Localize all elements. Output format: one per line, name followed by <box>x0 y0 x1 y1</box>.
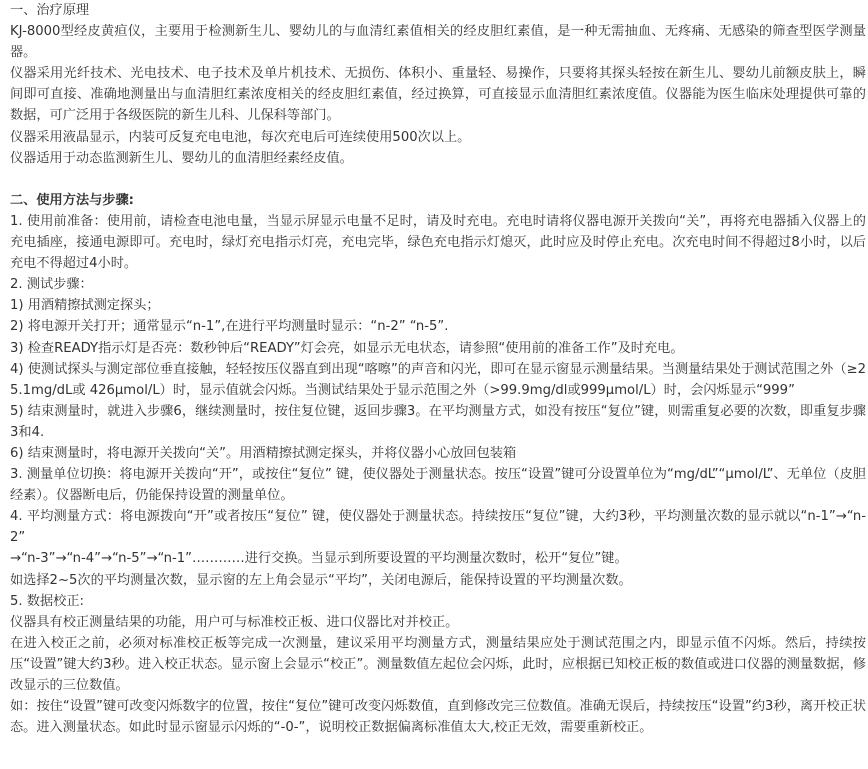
step-calibration-heading: 5. 数据校正: <box>10 593 84 609</box>
section-1-paragraph-1: KJ-8000型经皮黄疸仪，主要用于检测新生儿、婴幼儿的与血清红素值相关的经皮胆红素值，是一种无需抽血、无疼痛、无感染的筛查型医学测量器。 <box>10 24 866 61</box>
step-average-note: 如选择2~5次的平均测量次数，显示窗的左上角会显示“平均”，关闭电源后，能保持设置的平均测量次数。 <box>10 572 632 588</box>
step-test-heading: 2. 测试步骤： <box>10 277 93 293</box>
step-calibration-2: 在进入校正之前，必须对标准校正板等完成一次测量，建议采用平均测量方式，测量结果应处于测试范围之内，即显示值不闪烁。然后，持续按压“设置”键大约3秒。进入校正状态。显示窗上会显示“校正”。测量数值左起位会闪烁，此时，应根据已知校正板的数值或进口仪器的测量数据，修改显示的三位数值。 <box>10 635 866 693</box>
step-calibration-1: 仪器具有校正测量结果的功能，用户可与标准校正板、进口仪器比对并校正。 <box>10 614 459 630</box>
step-calibration-3: 如：按住“设置”键可改变闪烁数字的位置，按住“复位”键可改变闪烁数值，直到修改完三位数值。准确无误后，持续按压“设置”约3秒，离开校正状态。进入测量状态。如此时显示窗显示闪烁的“-0-”，说明校正数据偏离标准值太大,校正无效，需要重新校正。 <box>10 699 866 736</box>
section-1-paragraph-3: 仪器采用液晶显示，内装可反复充电电池，每次充电后可连续使用500次以上。 <box>10 129 471 145</box>
step-average-sequence: →“n-3”→“n-4”→“n-5”→“n-1”…………进行交换。当显示到所要设置的平均测量次数时，松开“复位”键。 <box>10 551 628 567</box>
step-test-4: 4) 使测试探头与测定部位垂直接触，轻轻按压仪器直到出现“喀嚓”的声音和闪光，即可在显示窗显示测量结果。当测量结果处于测试范围之外（≥25.1mg/dL或 426μmol/L）时，显示值就会闪烁。当测试结果处于显示范围之外（>99.9mg/dl或999μmol/L）时，会闪烁显示“999” <box>10 361 866 398</box>
step-test-3: 3) 检查READY指示灯是否亮：数秒钟后“READY”灯会亮，如显示无电状态，请参照“使用前的准备工作”及时充电。 <box>10 340 684 356</box>
document-body <box>10 0 866 738</box>
step-prep: 1. 使用前准备：使用前，请检查电池电量，当显示屏显示电量不足时，请及时充电。充电时请将仪器电源开关拨向“关”，再将充电器插入仪器上的充电插座，接通电源即可。充电时，绿灯充电指示灯亮，充电完毕，绿色充电指示灯熄灭，此时应及时停止充电。次充电时间不得超过8小时，以后充电不得超过4小时。 <box>10 213 866 272</box>
spacer <box>10 169 866 190</box>
step-test-6: 6) 结束测量时，将电源开关拨向“关”。用酒精擦拭测定探头，并将仪器小心放回包装箱 <box>10 445 517 461</box>
step-test-5: 5) 结束测量时，就进入步骤6，继续测量时，按住复位键，返回步骤3。在平均测量方式，如没有按压“复位”键，则需重复必要的次数，即重复步骤3和4. <box>10 403 866 440</box>
step-test-1: 1) 用酒精擦拭测定探头； <box>10 298 160 314</box>
step-test-2: 2) 将电源开关打开；通常显示“n-1”,在进行平均测量时显示：“n-2” “n-5”. <box>10 319 449 335</box>
section-1-paragraph-2: 仪器采用光纤技术、光电技术、电子技术及单片机技术、无损伤、体积小、重量轻、易操作，只要将其探头轻按在新生儿、婴幼儿前额皮肤上，瞬间即可直接、准确地测量出与血清胆红素浓度相关的经皮胆红素值，经过换算，可直接显示血清胆红素浓度值。仪器能为医生临床处理提供可靠的数据，可广泛用于各级医院的新生儿科、儿保科等部门。 <box>10 66 866 124</box>
section-2-heading: 二、使用方法与步骤: <box>10 192 134 208</box>
step-average-mode: 4. 平均测量方式：将电源拨向“开”或者按压“复位” 键，使仪器处于测量状态。持续按压“复位”键，大约3秒，平均测量次数的显示就以“n-1”→“n-2” <box>10 509 866 546</box>
step-unit-switch: 3. 测量单位切换：将电源开关拨向“开”，或按住“复位” 键，使仪器处于测量状态。按压“设置”键可分设置单位为“mg/dL”“μmol/L”、无单位（皮胆经素）。仪器断电后，仍能保持设置的测量单位。 <box>10 467 866 504</box>
section-1-heading: 一、治疗原理 <box>10 3 90 18</box>
section-1-paragraph-4: 仪器适用于动态监测新生儿、婴幼儿的血清胆经素经皮值。 <box>10 150 353 166</box>
